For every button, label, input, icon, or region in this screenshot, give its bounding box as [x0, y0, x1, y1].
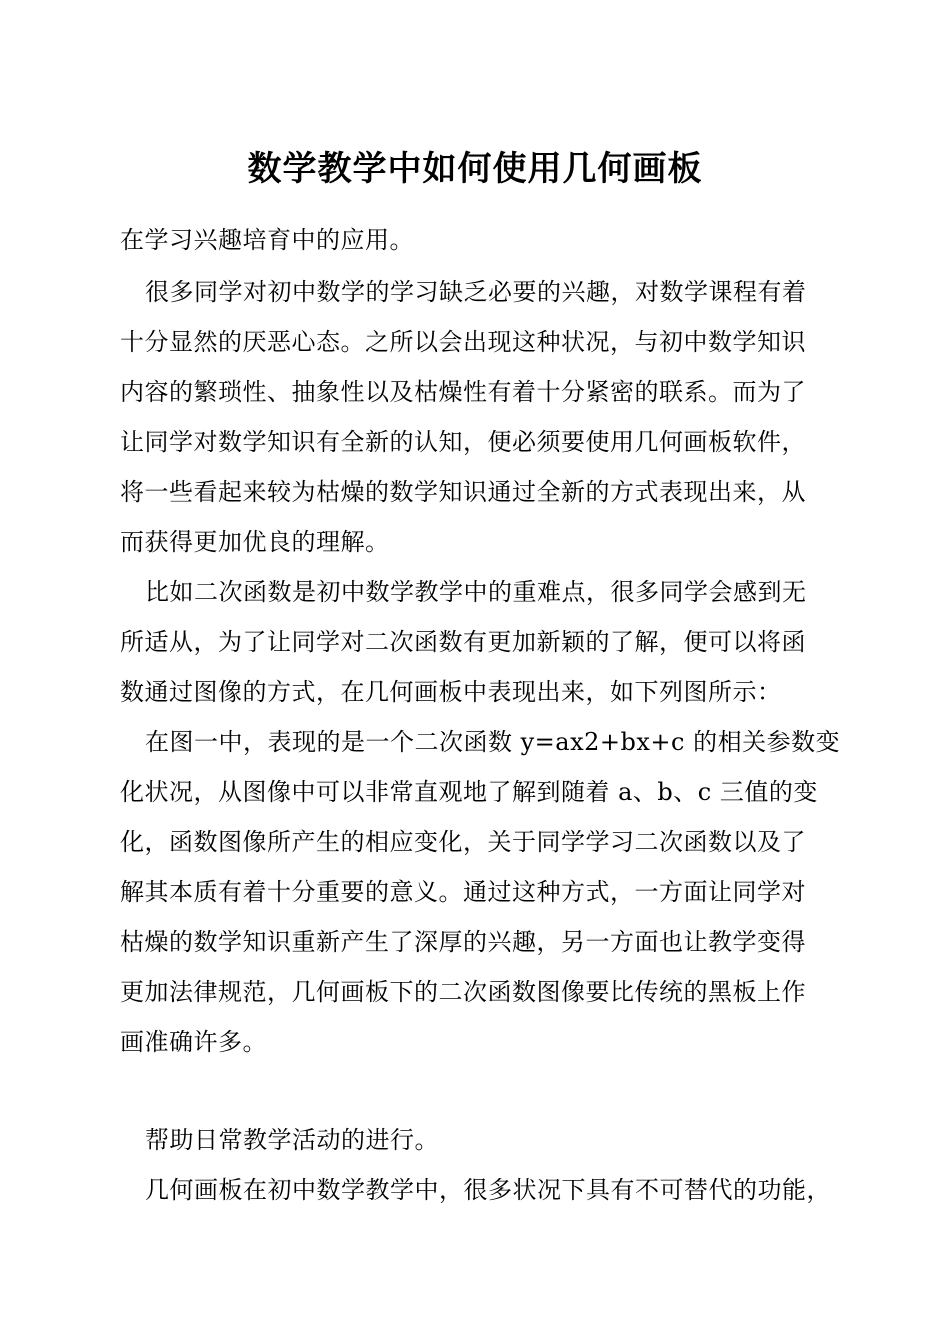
text-line: 将一些看起来较为枯燥的数学知识通过全新的方式表现出来，从: [120, 478, 806, 506]
text-line: 而获得更加优良的理解。: [120, 528, 390, 556]
text-line: 化，函数图像所产生的相应变化，关于同学学习二次函数以及了: [120, 828, 806, 856]
text-line: 所适从，为了让同学对二次函数有更加新颖的了解，便可以将函: [120, 628, 806, 656]
text-line: 十分显然的厌恶心态。之所以会出现这种状况，与初中数学知识: [120, 328, 806, 356]
text-line: 帮助日常教学活动的进行。: [145, 1126, 439, 1154]
text-line: 比如二次函数是初中数学教学中的重难点，很多同学会感到无: [145, 578, 807, 606]
text-line: 枯燥的数学知识重新产生了深厚的兴趣，另一方面也让教学变得: [120, 928, 806, 956]
document-title: 数学教学中如何使用几何画板: [247, 149, 703, 189]
text-line: 在图一中，表现的是一个二次函数 y=ax2+bx+c 的相关参数变: [145, 728, 841, 756]
text-line: 让同学对数学知识有全新的认知，便必须要使用几何画板软件，: [120, 428, 806, 456]
text-line: 内容的繁琐性、抽象性以及枯燥性有着十分紧密的联系。而为了: [120, 378, 806, 406]
text-line: 数通过图像的方式，在几何画板中表现出来，如下列图所示：: [120, 678, 782, 706]
text-line: 解其本质有着十分重要的意义。通过这种方式，一方面让同学对: [120, 878, 806, 906]
text-line: 几何画板在初中数学教学中，很多状况下具有不可替代的功能，: [145, 1176, 831, 1204]
text-line: 在学习兴趣培育中的应用。: [120, 226, 414, 254]
text-line: 画准确许多。: [120, 1028, 267, 1056]
text-line: 更加法律规范，几何画板下的二次函数图像要比传统的黑板上作: [120, 978, 806, 1006]
text-line: 很多同学对初中数学的学习缺乏必要的兴趣，对数学课程有着: [145, 278, 807, 306]
text-line: 化状况，从图像中可以非常直观地了解到随着 a、b、c 三值的变: [120, 778, 818, 806]
